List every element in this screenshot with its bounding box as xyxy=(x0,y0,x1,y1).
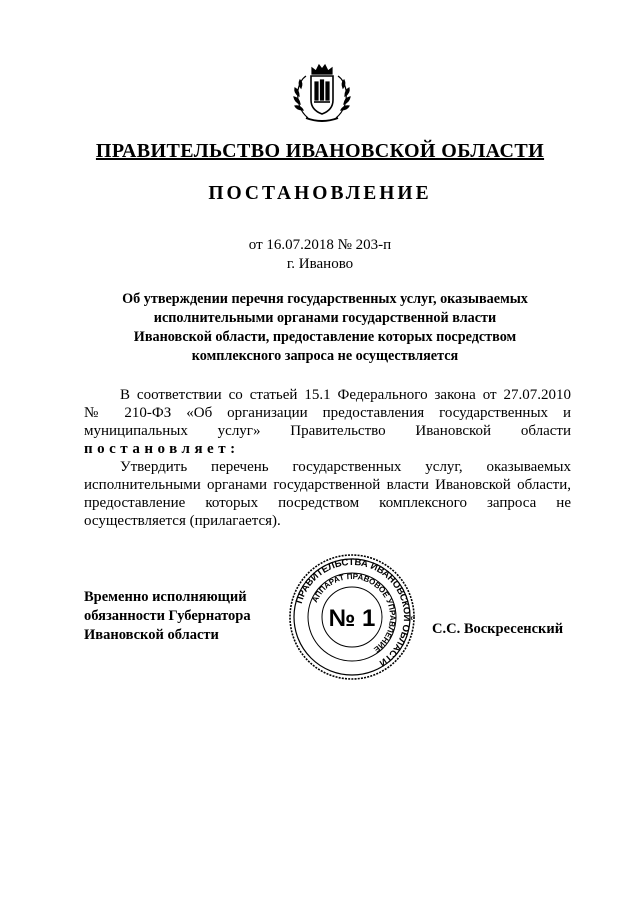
official-seal-icon xyxy=(288,553,416,681)
seal-number: № 1 xyxy=(328,605,376,632)
subject-line: комплексного запроса не осуществляется xyxy=(191,348,459,364)
document-subject xyxy=(96,290,554,366)
body-line: исполнительными органами государственной власти Ивановской области, xyxy=(84,477,571,493)
subject-line: Об утверждении перечня государственных услуг, оказываемых xyxy=(122,291,528,307)
position-line: Ивановской области xyxy=(84,627,219,643)
seal-ring-text: ПРАВИТЕЛЬСТВА ИВАНОВСКОЙ ОБЛАСТИ xyxy=(293,556,413,669)
subject-line: исполнительными органами государственной власти xyxy=(153,310,497,326)
coat-of-arms-icon xyxy=(286,60,358,126)
decree-word: постановляет: xyxy=(84,441,240,457)
date-and-number: от 16.07.2018 № 203-п xyxy=(248,237,392,253)
seal-inner-text: АППАРАТ ПРАВОВОЕ УПРАВЛЕНИЕ xyxy=(310,571,398,655)
position-line: Временно исполняющий xyxy=(84,589,247,605)
document-body xyxy=(84,386,571,530)
subject-line: Ивановской области, предоставление которых посредством xyxy=(133,329,517,345)
body-line: осуществляется (прилагается). xyxy=(84,513,281,529)
body-line: муниципальных услуг» Правительство Ивановской области xyxy=(84,423,571,439)
city: г. Иваново xyxy=(286,256,354,272)
signatory-name: С.С. Воскресенский xyxy=(432,621,564,637)
body-line: предоставление которых посредством комплексного запроса не xyxy=(84,495,571,511)
body-line: В соответствии со статьей 15.1 Федерального закона от 27.07.2010 xyxy=(120,387,571,403)
signatory-position xyxy=(84,588,251,645)
body-line: № 210-ФЗ «Об организации предоставления государственных и xyxy=(84,405,571,421)
organization-title: ПРАВИТЕЛЬСТВО ИВАНОВСКОЙ ОБЛАСТИ xyxy=(95,140,545,162)
position-line: обязанности Губернатора xyxy=(84,608,251,624)
body-line: Утвердить перечень государственных услуг, оказываемых xyxy=(120,459,571,475)
document-type: ПОСТАНОВЛЕНИЕ xyxy=(208,183,432,204)
